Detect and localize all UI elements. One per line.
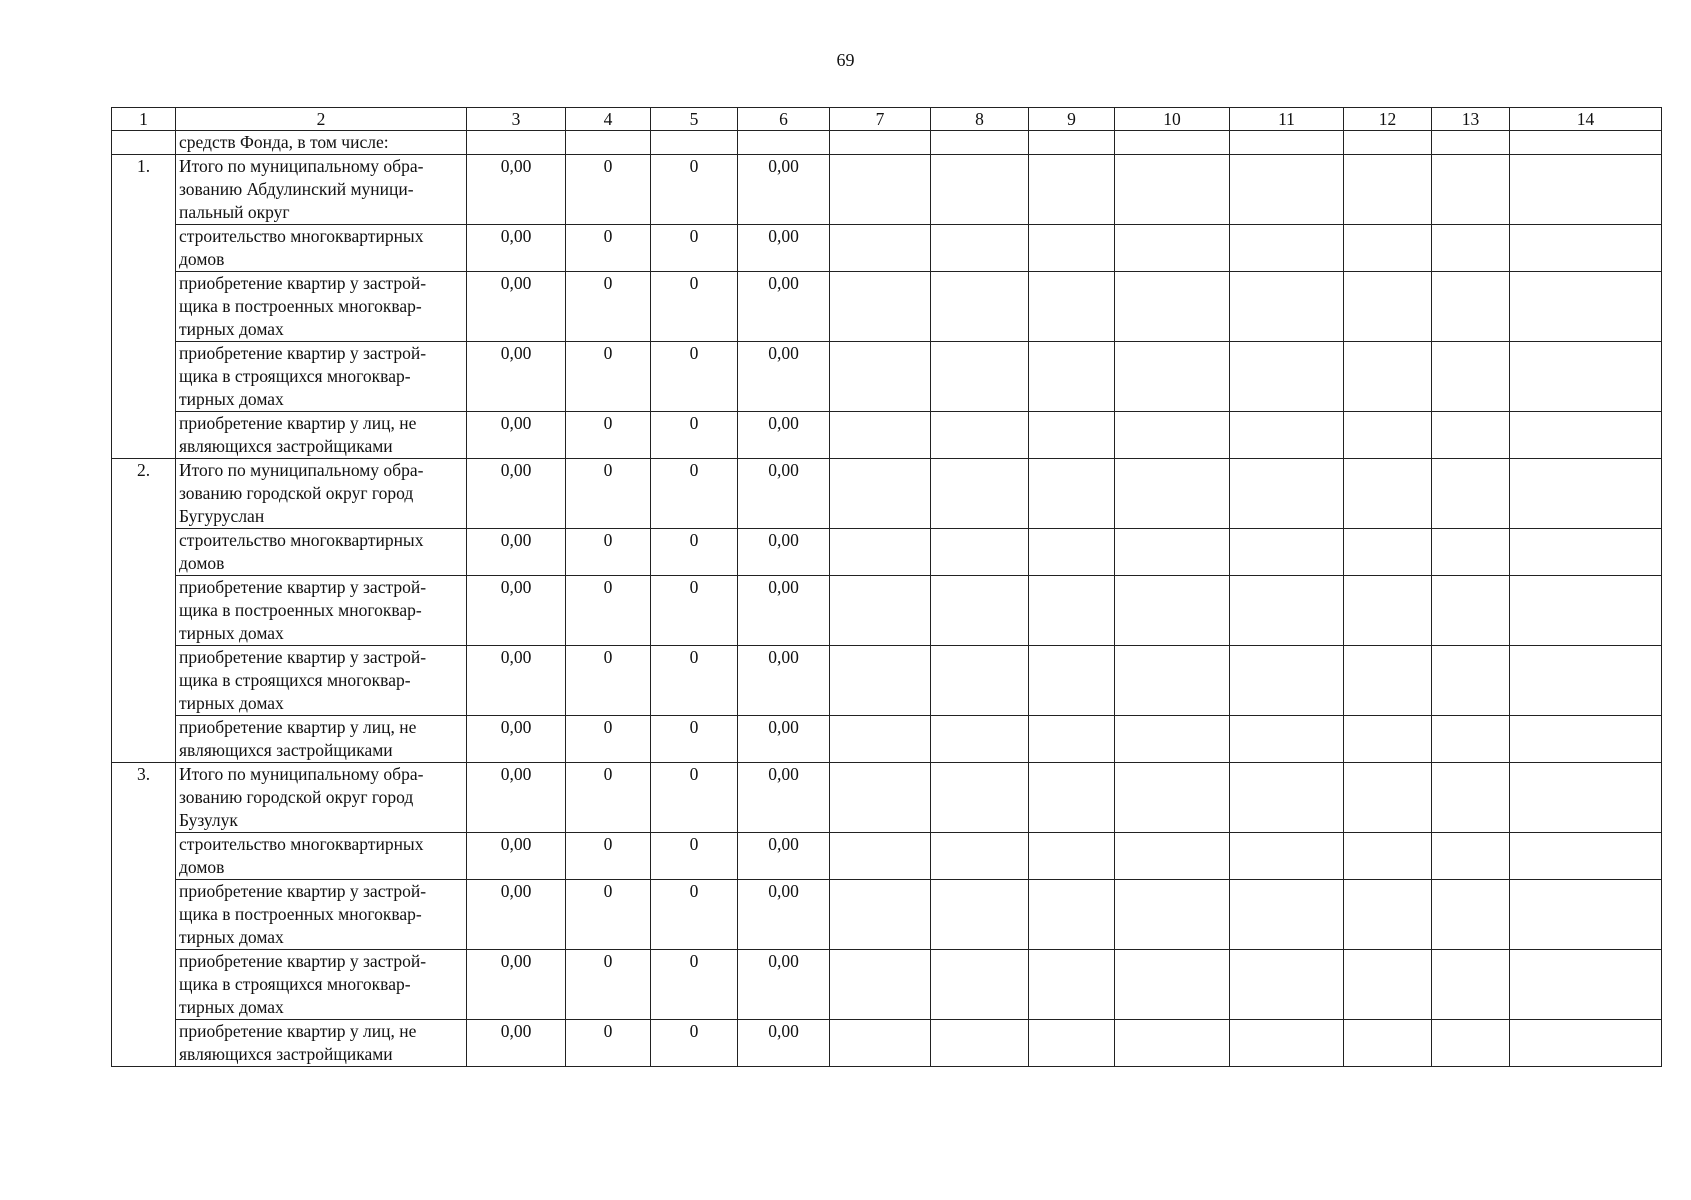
table-row [112, 272, 1662, 342]
row-description-cell: Итого по муниципальному обра- зованию городской округ город Бугуруслан [176, 459, 467, 529]
value-cell-col7 [830, 716, 931, 763]
value-cell-col13 [1432, 763, 1510, 833]
value-cell-col14 [1510, 131, 1662, 155]
value-cell-col12 [1344, 833, 1432, 880]
value-cell-col11 [1230, 155, 1344, 225]
value-cell-col6: 0,00 [738, 1020, 830, 1067]
value-cell-col14 [1510, 459, 1662, 529]
value-cell-col6: 0,00 [738, 646, 830, 716]
header-cell-2: 2 [176, 108, 467, 131]
value-cell-col5: 0 [651, 529, 738, 576]
value-cell-col8 [931, 272, 1029, 342]
header-row [112, 108, 1662, 131]
row-description-cell: приобретение квартир у застрой- щика в построенных многоквар- тирных домах [176, 272, 467, 342]
value-cell-col8 [931, 1020, 1029, 1067]
value-cell-col3: 0,00 [467, 342, 566, 412]
value-cell-col6: 0,00 [738, 412, 830, 459]
value-cell-col9 [1029, 880, 1115, 950]
value-cell-col6: 0,00 [738, 576, 830, 646]
value-cell-col11 [1230, 833, 1344, 880]
value-cell-col5 [651, 131, 738, 155]
value-cell-col10 [1115, 131, 1230, 155]
value-cell-col7 [830, 272, 931, 342]
value-cell-col14 [1510, 950, 1662, 1020]
value-cell-col5: 0 [651, 716, 738, 763]
value-cell-col5: 0 [651, 950, 738, 1020]
row-description-cell: приобретение квартир у застрой- щика в построенных многоквар- тирных домах [176, 576, 467, 646]
value-cell-col10 [1115, 412, 1230, 459]
value-cell-col12 [1344, 880, 1432, 950]
value-cell-col13 [1432, 131, 1510, 155]
value-cell-col13 [1432, 646, 1510, 716]
value-cell-col14 [1510, 1020, 1662, 1067]
value-cell-col6: 0,00 [738, 880, 830, 950]
value-cell-col12 [1344, 342, 1432, 412]
value-cell-col3: 0,00 [467, 763, 566, 833]
value-cell-col9 [1029, 131, 1115, 155]
value-cell-col4: 0 [566, 342, 651, 412]
value-cell-col13 [1432, 412, 1510, 459]
value-cell-col8 [931, 880, 1029, 950]
value-cell-col4: 0 [566, 833, 651, 880]
header-cell-11: 11 [1230, 108, 1344, 131]
value-cell-col3: 0,00 [467, 155, 566, 225]
value-cell-col9 [1029, 576, 1115, 646]
value-cell-col13 [1432, 716, 1510, 763]
value-cell-col7 [830, 342, 931, 412]
value-cell-col10 [1115, 763, 1230, 833]
value-cell-col6: 0,00 [738, 342, 830, 412]
value-cell-col8 [931, 716, 1029, 763]
value-cell-col10 [1115, 342, 1230, 412]
value-cell-col10 [1115, 272, 1230, 342]
value-cell-col6: 0,00 [738, 716, 830, 763]
value-cell-col12 [1344, 763, 1432, 833]
row-description-cell: приобретение квартир у лиц, не являющихся застройщиками [176, 412, 467, 459]
value-cell-col10 [1115, 225, 1230, 272]
value-cell-col11 [1230, 716, 1344, 763]
value-cell-col7 [830, 950, 931, 1020]
value-cell-col11 [1230, 272, 1344, 342]
value-cell-col7 [830, 1020, 931, 1067]
value-cell-col3: 0,00 [467, 576, 566, 646]
table-row [112, 763, 1662, 833]
value-cell-col13 [1432, 272, 1510, 342]
value-cell-col4: 0 [566, 1020, 651, 1067]
value-cell-col14 [1510, 716, 1662, 763]
value-cell-col4: 0 [566, 576, 651, 646]
header-cell-10: 10 [1115, 108, 1230, 131]
value-cell-col6: 0,00 [738, 459, 830, 529]
table-row [112, 833, 1662, 880]
value-cell-col4: 0 [566, 459, 651, 529]
value-cell-col3: 0,00 [467, 529, 566, 576]
page-number: 69 [836, 50, 855, 70]
value-cell-col11 [1230, 576, 1344, 646]
value-cell-col11 [1230, 131, 1344, 155]
table-row [112, 950, 1662, 1020]
value-cell-col5: 0 [651, 763, 738, 833]
value-cell-col4: 0 [566, 412, 651, 459]
value-cell-col7 [830, 880, 931, 950]
header-cell-14: 14 [1510, 108, 1662, 131]
value-cell-col14 [1510, 342, 1662, 412]
row-description-cell: строительство многоквартирных домов [176, 529, 467, 576]
value-cell-col8 [931, 646, 1029, 716]
value-cell-col11 [1230, 412, 1344, 459]
value-cell-col7 [830, 576, 931, 646]
value-cell-col8 [931, 459, 1029, 529]
value-cell-col14 [1510, 576, 1662, 646]
value-cell-col13 [1432, 342, 1510, 412]
value-cell-col9 [1029, 272, 1115, 342]
value-cell-col9 [1029, 950, 1115, 1020]
value-cell-col4: 0 [566, 716, 651, 763]
header-cell-5: 5 [651, 108, 738, 131]
value-cell-col4: 0 [566, 225, 651, 272]
value-cell-col12 [1344, 576, 1432, 646]
value-cell-col9 [1029, 459, 1115, 529]
value-cell-col10 [1115, 880, 1230, 950]
value-cell-col10 [1115, 950, 1230, 1020]
value-cell-col10 [1115, 459, 1230, 529]
value-cell-col6: 0,00 [738, 950, 830, 1020]
value-cell-col5: 0 [651, 880, 738, 950]
value-cell-col12 [1344, 272, 1432, 342]
table-row [112, 1020, 1662, 1067]
value-cell-col13 [1432, 880, 1510, 950]
value-cell-col3: 0,00 [467, 459, 566, 529]
value-cell-col3: 0,00 [467, 412, 566, 459]
value-cell-col3: 0,00 [467, 225, 566, 272]
value-cell-col13 [1432, 833, 1510, 880]
value-cell-col8 [931, 412, 1029, 459]
value-cell-col6: 0,00 [738, 763, 830, 833]
value-cell-col7 [830, 529, 931, 576]
data-table [111, 107, 1662, 1067]
table-row [112, 155, 1662, 225]
value-cell-col14 [1510, 646, 1662, 716]
value-cell-col3: 0,00 [467, 833, 566, 880]
value-cell-col8 [931, 131, 1029, 155]
value-cell-col13 [1432, 1020, 1510, 1067]
table-row [112, 459, 1662, 529]
value-cell-col9 [1029, 763, 1115, 833]
value-cell-col7 [830, 225, 931, 272]
value-cell-col14 [1510, 272, 1662, 342]
value-cell-col3: 0,00 [467, 646, 566, 716]
value-cell-col12 [1344, 459, 1432, 529]
value-cell-col10 [1115, 646, 1230, 716]
value-cell-col11 [1230, 646, 1344, 716]
value-cell-col9 [1029, 529, 1115, 576]
header-cell-7: 7 [830, 108, 931, 131]
row-description-cell: приобретение квартир у лиц, не являющихся застройщиками [176, 716, 467, 763]
value-cell-col9 [1029, 342, 1115, 412]
value-cell-col8 [931, 225, 1029, 272]
value-cell-col9 [1029, 716, 1115, 763]
header-cell-9: 9 [1029, 108, 1115, 131]
value-cell-col11 [1230, 225, 1344, 272]
value-cell-col5: 0 [651, 459, 738, 529]
value-cell-col10 [1115, 529, 1230, 576]
value-cell-col6: 0,00 [738, 833, 830, 880]
value-cell-col7 [830, 459, 931, 529]
header-cell-4: 4 [566, 108, 651, 131]
row-number-cell: 2. [112, 459, 176, 763]
value-cell-col8 [931, 342, 1029, 412]
value-cell-col12 [1344, 225, 1432, 272]
value-cell-col9 [1029, 412, 1115, 459]
value-cell-col3: 0,00 [467, 1020, 566, 1067]
row-description-cell: приобретение квартир у застрой- щика в построенных многоквар- тирных домах [176, 880, 467, 950]
value-cell-col12 [1344, 1020, 1432, 1067]
row-description-cell: Итого по муниципальному обра- зованию Абдулинский муници- пальный округ [176, 155, 467, 225]
value-cell-col7 [830, 646, 931, 716]
row-description-cell: приобретение квартир у застрой- щика в строящихся многоквар- тирных домах [176, 342, 467, 412]
header-cell-1: 1 [112, 108, 176, 131]
value-cell-col12 [1344, 412, 1432, 459]
value-cell-col7 [830, 412, 931, 459]
value-cell-col4: 0 [566, 763, 651, 833]
table-row [112, 880, 1662, 950]
value-cell-col8 [931, 529, 1029, 576]
value-cell-col14 [1510, 763, 1662, 833]
value-cell-col3: 0,00 [467, 950, 566, 1020]
value-cell-col5: 0 [651, 646, 738, 716]
value-cell-col14 [1510, 412, 1662, 459]
value-cell-col10 [1115, 155, 1230, 225]
row-description-cell: приобретение квартир у застрой- щика в строящихся многоквар- тирных домах [176, 950, 467, 1020]
table-row [112, 225, 1662, 272]
value-cell-col11 [1230, 342, 1344, 412]
value-cell-col4: 0 [566, 950, 651, 1020]
row-number-cell: 1. [112, 155, 176, 459]
value-cell-col11 [1230, 950, 1344, 1020]
value-cell-col4 [566, 131, 651, 155]
table-body [112, 108, 1662, 1067]
row-description-cell: средств Фонда, в том числе: [176, 131, 467, 155]
value-cell-col6: 0,00 [738, 272, 830, 342]
value-cell-col10 [1115, 833, 1230, 880]
value-cell-col8 [931, 950, 1029, 1020]
value-cell-col9 [1029, 155, 1115, 225]
row-number-cell: 3. [112, 763, 176, 1067]
value-cell-col11 [1230, 459, 1344, 529]
table-row [112, 131, 1662, 155]
table-row [112, 529, 1662, 576]
row-description-cell: Итого по муниципальному обра- зованию городской округ город Бузулук [176, 763, 467, 833]
value-cell-col5: 0 [651, 1020, 738, 1067]
value-cell-col9 [1029, 646, 1115, 716]
value-cell-col12 [1344, 716, 1432, 763]
value-cell-col10 [1115, 716, 1230, 763]
row-description-cell: приобретение квартир у лиц, не являющихся застройщиками [176, 1020, 467, 1067]
row-description-cell: приобретение квартир у застрой- щика в строящихся многоквар- тирных домах [176, 646, 467, 716]
value-cell-col10 [1115, 1020, 1230, 1067]
value-cell-col7 [830, 131, 931, 155]
table-row [112, 646, 1662, 716]
value-cell-col6: 0,00 [738, 155, 830, 225]
value-cell-col13 [1432, 529, 1510, 576]
value-cell-col3: 0,00 [467, 880, 566, 950]
value-cell-col3 [467, 131, 566, 155]
table-row [112, 576, 1662, 646]
value-cell-col13 [1432, 155, 1510, 225]
value-cell-col7 [830, 833, 931, 880]
value-cell-col14 [1510, 529, 1662, 576]
value-cell-col6 [738, 131, 830, 155]
value-cell-col3: 0,00 [467, 716, 566, 763]
value-cell-col4: 0 [566, 880, 651, 950]
value-cell-col12 [1344, 950, 1432, 1020]
table-row [112, 412, 1662, 459]
value-cell-col4: 0 [566, 155, 651, 225]
value-cell-col10 [1115, 576, 1230, 646]
row-description-cell: строительство многоквартирных домов [176, 225, 467, 272]
value-cell-col12 [1344, 131, 1432, 155]
value-cell-col5: 0 [651, 272, 738, 342]
header-cell-3: 3 [467, 108, 566, 131]
value-cell-col13 [1432, 576, 1510, 646]
value-cell-col14 [1510, 155, 1662, 225]
value-cell-col5: 0 [651, 833, 738, 880]
value-cell-col5: 0 [651, 155, 738, 225]
value-cell-col5: 0 [651, 342, 738, 412]
header-cell-13: 13 [1432, 108, 1510, 131]
value-cell-col5: 0 [651, 225, 738, 272]
value-cell-col14 [1510, 225, 1662, 272]
header-cell-12: 12 [1344, 108, 1432, 131]
value-cell-col13 [1432, 225, 1510, 272]
header-cell-6: 6 [738, 108, 830, 131]
value-cell-col12 [1344, 155, 1432, 225]
value-cell-col8 [931, 833, 1029, 880]
value-cell-col6: 0,00 [738, 529, 830, 576]
value-cell-col13 [1432, 459, 1510, 529]
value-cell-col4: 0 [566, 529, 651, 576]
table-row [112, 716, 1662, 763]
value-cell-col3: 0,00 [467, 272, 566, 342]
value-cell-col12 [1344, 529, 1432, 576]
value-cell-col6: 0,00 [738, 225, 830, 272]
value-cell-col4: 0 [566, 272, 651, 342]
value-cell-col13 [1432, 950, 1510, 1020]
value-cell-col12 [1344, 646, 1432, 716]
table-row [112, 342, 1662, 412]
value-cell-col14 [1510, 833, 1662, 880]
value-cell-col8 [931, 576, 1029, 646]
value-cell-col5: 0 [651, 576, 738, 646]
value-cell-col4: 0 [566, 646, 651, 716]
value-cell-col8 [931, 155, 1029, 225]
row-number-cell [112, 131, 176, 155]
value-cell-col5: 0 [651, 412, 738, 459]
value-cell-col11 [1230, 880, 1344, 950]
value-cell-col9 [1029, 1020, 1115, 1067]
value-cell-col11 [1230, 1020, 1344, 1067]
value-cell-col7 [830, 155, 931, 225]
value-cell-col8 [931, 763, 1029, 833]
header-cell-8: 8 [931, 108, 1029, 131]
row-description-cell: строительство многоквартирных домов [176, 833, 467, 880]
value-cell-col11 [1230, 763, 1344, 833]
value-cell-col14 [1510, 880, 1662, 950]
value-cell-col9 [1029, 225, 1115, 272]
value-cell-col7 [830, 763, 931, 833]
value-cell-col9 [1029, 833, 1115, 880]
value-cell-col11 [1230, 529, 1344, 576]
